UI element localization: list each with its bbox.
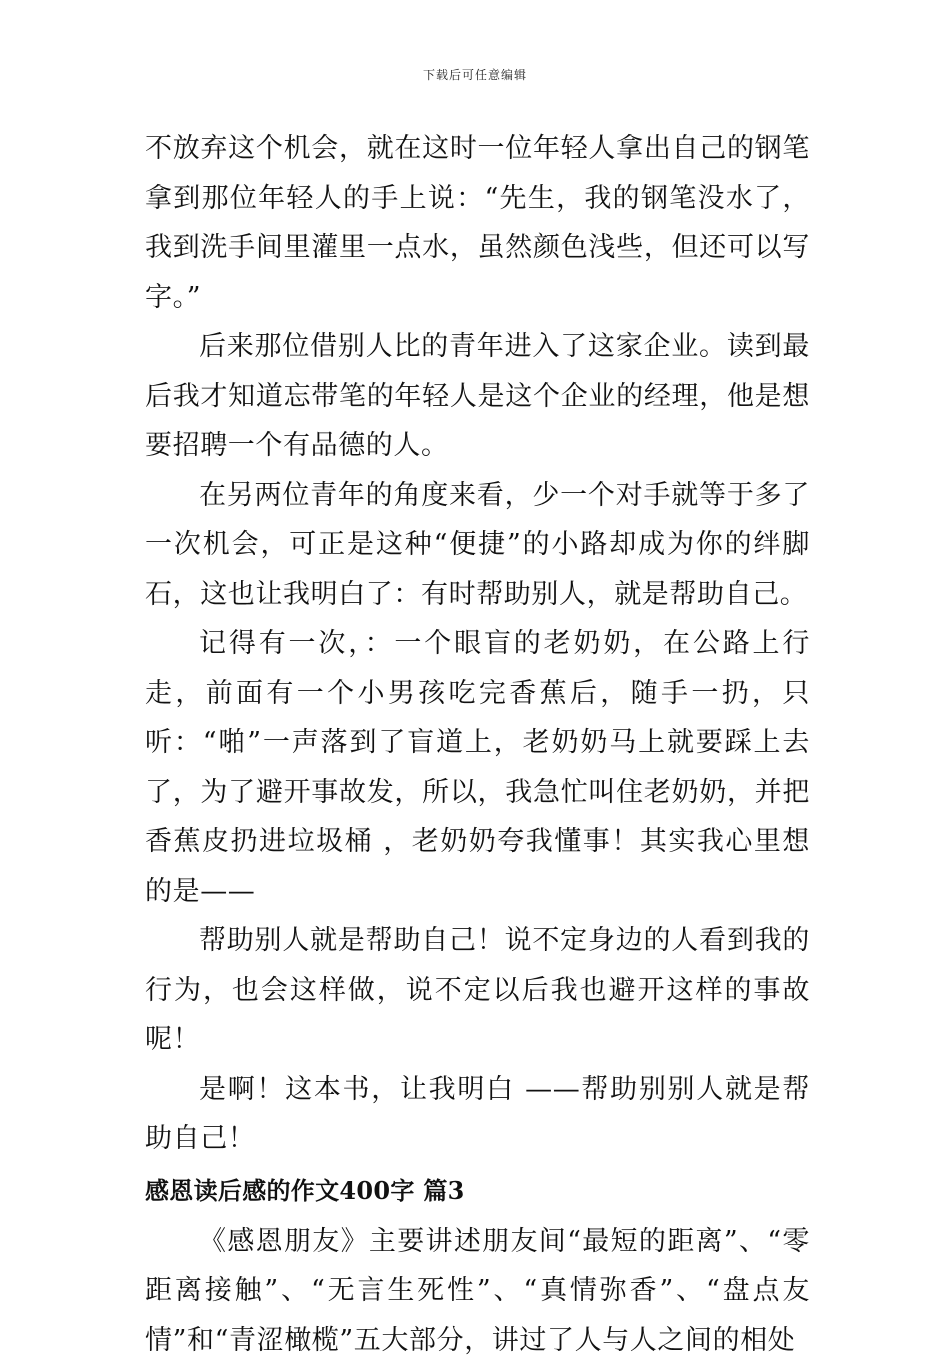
- paragraph: 记得有一次，：一个眼盲的老奶奶，在公路上行走，前面有一个小男孩吃完香蕉后，随手一扔，只听：“啪”一声落到了盲道上，老奶奶马上就要踩上去了，为了避开事故发，所以，我急忙叫住老奶奶，并把香蕉皮扔进垃圾桶 ，老奶奶夸我懂事！其实我心里想的是——: [145, 619, 810, 916]
- paragraph: 是啊！这本书，让我明白 ——帮助别别人就是帮助自己！: [145, 1065, 810, 1164]
- header-note: 下载后可任意编辑: [0, 66, 950, 83]
- paragraph: 《感恩朋友》主要讲述朋友间“最短的距离”、“零距离接触”、“无言生死性”、“真情弥香”、“盘点友情”和“青涩橄榄”五大部分，讲过了人与人之间的相处: [145, 1217, 810, 1365]
- section-heading: 感恩读后感的作文400字 篇3: [145, 1164, 810, 1217]
- paragraph: 后来那位借别人比的青年进入了这家企业。读到最后我才知道忘带笔的年轻人是这个企业的经理，他是想要招聘一个有品德的人。: [145, 322, 810, 471]
- paragraph: 不放弃这个机会，就在这时一位年轻人拿出自己的钢笔拿到那位年轻人的手上说：“先生，我的钢笔没水了，我到洗手间里灌里一点水，虽然颜色浅些，但还可以写字。”: [145, 124, 810, 322]
- paragraph: 在另两位青年的角度来看，少一个对手就等于多了一次机会，可正是这种“便捷”的小路却成为你的绊脚石，这也让我明白了：有时帮助别人，就是帮助自己。: [145, 471, 810, 620]
- body-text: [145, 124, 810, 1365]
- paragraph: 帮助别人就是帮助自己！说不定身边的人看到我的行为，也会这样做，说不定以后我也避开这样的事故呢！: [145, 916, 810, 1065]
